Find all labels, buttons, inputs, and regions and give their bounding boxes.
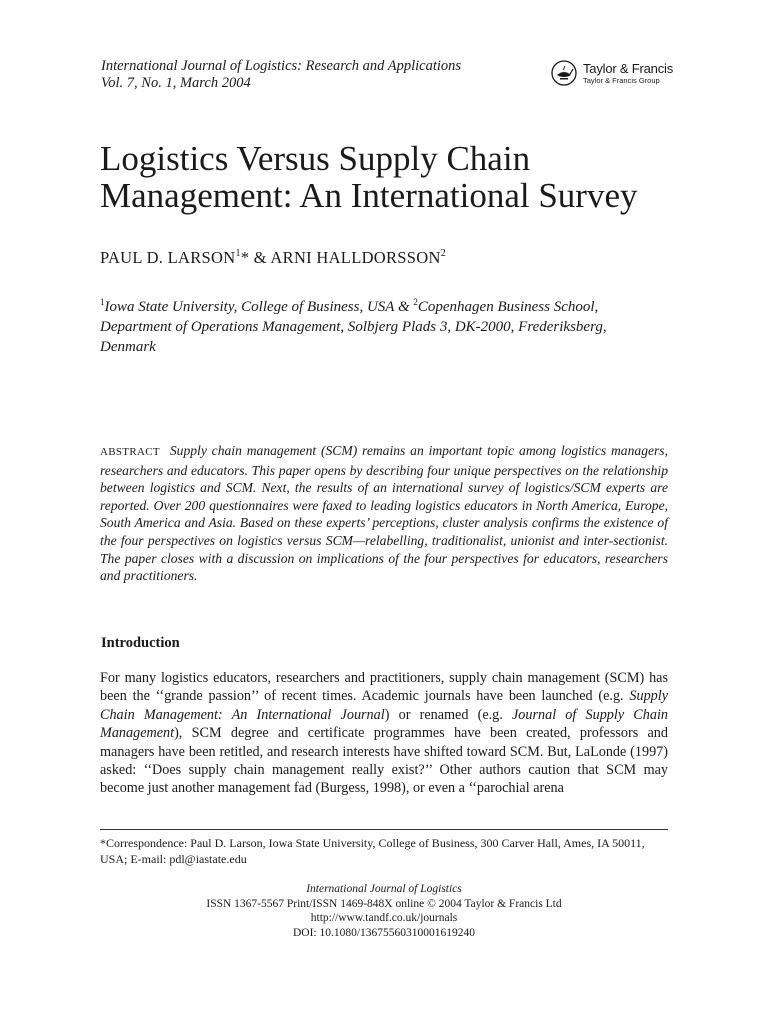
journal-header	[101, 58, 461, 92]
author-line	[100, 248, 446, 268]
intro-journal-2: Journal of Supply Chain Management	[100, 706, 668, 742]
publisher-group: Taylor & Francis Group	[583, 75, 660, 85]
footer-journal: International Journal of Logistics	[306, 883, 462, 895]
volume-issue: Vol. 7, No. 1, March 2004	[101, 75, 251, 91]
affil-1-text: Iowa State University, College of Business, USA &	[104, 299, 414, 315]
section-heading-introduction: Introduction	[101, 635, 180, 651]
page-footer	[100, 882, 668, 940]
abstract-text: Supply chain management (SCM) remains an important topic among logistics managers, researchers and educators. This paper opens by describing four unique perspectives on the relationship between logistics and SCM. Next, the results of an international survey of logistics/SCM experts are reported. Over 200 questionnaires were faxed to leading logistics educators in North America, Europe, South America and Asia. Based on these experts’ perceptions, cluster analysis confirms the existence of the four perspectives on logistics versus SCM—relabelling, traditionalist, unionist and inter-sectionist. The paper closes with a discussion on implications of the four perspectives for educators, researchers and practitioners.	[100, 443, 668, 584]
footer-doi: DOI: 10.1080/13675560310001619240	[292, 926, 476, 939]
affil-2-text: Copenhagen Business School, Department of Operations Management, Solbjerg Plads 3, DK-2000, Frederiksberg, Denmark	[100, 299, 607, 355]
introduction-paragraph	[100, 669, 668, 798]
footer-issn: ISSN 1367-5567 Print/ISSN 1469-848X online © 2004 Taylor & Francis Ltd	[206, 897, 562, 910]
affil-1-marker: 1	[100, 297, 105, 307]
intro-text-1: For many logistics educators, researchers and practitioners, supply chain management (SCM) has been the ‘‘grande passion’’ of recent times. Academic journals have been launched (e.g.	[100, 670, 668, 705]
author-separator: &	[249, 248, 271, 267]
publisher-logo	[551, 60, 673, 86]
correspondence-marker: *	[240, 248, 250, 267]
intro-text-2: ) or renamed (e.g.	[384, 706, 512, 723]
intro-text-3: ), SCM degree and certificate programmes have been created, professors and managers have been retitled, and research interests have shifted toward SCM. But, LaLonde (1997) asked: ‘‘Does supply chain management really exist?’’ Other authors caution that SCM may become just another management fad (Burgess, 1998), or even a ‘‘parochial arena	[100, 725, 668, 797]
intro-journal-1: Supply Chain Management: An International Journal	[100, 688, 668, 723]
affiliations	[100, 297, 660, 357]
footer-url: http://www.tandf.co.uk/journals	[310, 912, 458, 924]
paper-title: Logistics Versus Supply Chain Management: An International Survey	[100, 139, 638, 215]
affil-2-marker: 2	[413, 297, 418, 307]
footnote-divider	[100, 829, 668, 830]
journal-name: International Journal of Logistics: Research and Applications	[101, 58, 462, 74]
abstract	[100, 442, 668, 585]
author-2-affil-marker: 2	[440, 248, 447, 259]
publisher-name: Taylor & Francis	[583, 60, 673, 76]
correspondence-footnote: *Correspondence: Paul D. Larson, Iowa State University, College of Business, 300 Carver Hall, Ames, IA 50011, USA; E-mail: pdl@iastate.edu	[100, 836, 645, 866]
lamp-logo-icon	[551, 60, 577, 86]
author-2-name: ARNI HALLDORSSON	[270, 248, 441, 267]
author-1-name: PAUL D. LARSON	[100, 248, 236, 267]
abstract-label: ABSTRACT	[100, 446, 160, 458]
author-1-affil-marker: 1	[235, 248, 241, 259]
